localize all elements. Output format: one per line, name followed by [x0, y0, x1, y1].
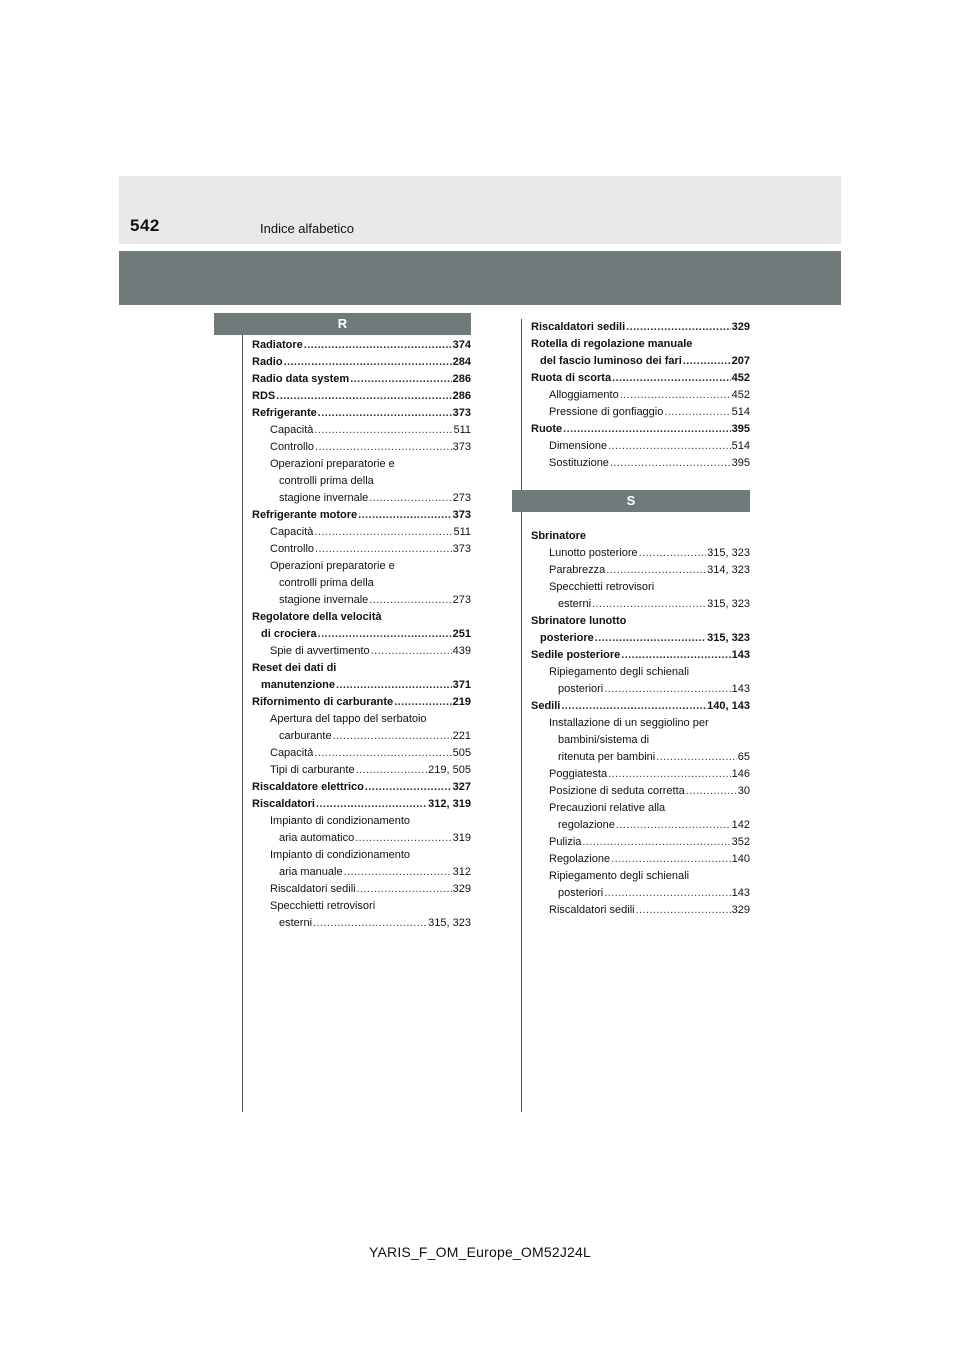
entry-page-ref: 143	[731, 649, 750, 661]
entry-label: posteriori	[558, 887, 604, 899]
index-entry	[252, 728, 471, 745]
entry-label: Dimensione	[549, 440, 608, 452]
dot-leader	[316, 796, 427, 813]
entry-label: Regolazione	[549, 853, 611, 865]
dot-leader	[304, 337, 452, 354]
entry-page-ref: 319	[452, 832, 471, 844]
index-entry	[252, 422, 471, 439]
index-entry	[252, 745, 471, 762]
entry-label: posteriori	[558, 683, 604, 695]
entry-page-ref: 505	[452, 747, 471, 759]
entry-label: esterni	[558, 598, 592, 610]
entry-label: Poggiatesta	[549, 768, 608, 780]
entry-page-ref: 329	[452, 883, 471, 895]
entry-label: Riscaldatori	[252, 798, 315, 810]
entry-label: stagione invernale	[279, 492, 369, 504]
dot-leader	[604, 885, 730, 902]
entry-label: regolazione	[558, 819, 615, 831]
dot-leader	[656, 749, 737, 766]
entry-label: Alloggiamento	[549, 389, 619, 401]
entry-label: esterni	[279, 917, 313, 929]
index-entry: Installazione di un seggiolino per	[549, 717, 709, 729]
dot-leader	[314, 524, 452, 541]
dot-leader	[686, 783, 737, 800]
dot-leader	[604, 681, 730, 698]
dot-leader	[606, 562, 706, 579]
entry-page-ref: 314, 323	[707, 564, 750, 576]
entry-page-ref: 395	[731, 457, 750, 469]
index-entry	[531, 749, 750, 766]
dot-leader	[626, 319, 730, 336]
index-entry	[531, 319, 750, 336]
entry-label: Radio data system	[252, 373, 350, 385]
entry-page-ref: 329	[731, 904, 750, 916]
dot-leader	[357, 881, 452, 898]
entry-label: posteriore	[540, 632, 594, 644]
index-column-left	[252, 337, 471, 932]
entry-page-ref: 373	[452, 509, 471, 521]
entry-label: Refrigerante motore	[252, 509, 358, 521]
entry-label: Riscaldatori sedili	[270, 883, 356, 895]
entry-page-ref: 327	[452, 781, 471, 793]
index-entry: Ripiegamento degli schienali	[549, 666, 690, 678]
entry-page-ref: 273	[452, 594, 471, 606]
index-entry: Ripiegamento degli schienali	[549, 870, 690, 882]
entry-page-ref: 329	[731, 321, 750, 333]
dot-leader	[595, 630, 706, 647]
index-entry	[252, 354, 471, 371]
entry-label: Sedile posteriore	[531, 649, 621, 661]
index-entry: Apertura del tappo del serbatoio	[270, 713, 427, 725]
index-entry	[252, 915, 471, 932]
index-entry: controlli prima della	[279, 475, 374, 487]
entry-page-ref: 373	[452, 441, 471, 453]
entry-page-ref: 65	[737, 751, 750, 763]
section-header-r: R	[214, 313, 471, 335]
index-entry	[531, 545, 750, 562]
index-entry	[531, 387, 750, 404]
index-entry	[531, 596, 750, 613]
index-entry	[531, 902, 750, 919]
dot-leader	[664, 404, 730, 421]
entry-label: Lunotto posteriore	[549, 547, 638, 559]
index-entry	[252, 405, 471, 422]
entry-label: aria manuale	[279, 866, 343, 878]
entry-page-ref: 373	[452, 407, 471, 419]
page-number: 542	[130, 216, 160, 235]
dot-leader	[314, 745, 451, 762]
index-entry	[252, 439, 471, 456]
index-entry	[531, 681, 750, 698]
entry-label: Capacità	[270, 424, 314, 436]
index-entry	[531, 562, 750, 579]
entry-label: Rifornimento di carburante	[252, 696, 394, 708]
dot-leader	[365, 779, 452, 796]
entry-label: carburante	[279, 730, 332, 742]
index-entry: Impianto di condizionamento	[270, 849, 411, 861]
entry-page-ref: 219	[452, 696, 471, 708]
index-entry: Rotella di regolazione manuale	[531, 338, 693, 350]
entry-label: Pressione di gonfiaggio	[549, 406, 664, 418]
entry-page-ref: 371	[452, 679, 471, 691]
dot-leader	[563, 421, 730, 438]
entry-label: ritenuta per bambini	[558, 751, 656, 763]
index-entry: Impianto di condizionamento	[270, 815, 411, 827]
index-entry	[531, 851, 750, 868]
entry-label: Controllo	[270, 441, 315, 453]
dot-leader	[683, 353, 731, 370]
index-list-s	[531, 528, 750, 919]
entry-label: Riscaldatori sedili	[531, 321, 626, 333]
dot-leader	[314, 422, 452, 439]
header-band	[119, 176, 841, 244]
dot-leader	[333, 728, 452, 745]
dot-leader	[315, 541, 452, 558]
dot-leader	[561, 698, 706, 715]
index-entry	[252, 864, 471, 881]
entry-page-ref: 286	[452, 390, 471, 402]
dot-leader	[639, 545, 707, 562]
index-entry	[531, 630, 750, 647]
page-title: Indice alfabetico	[260, 221, 354, 236]
index-entry	[252, 626, 471, 643]
dot-leader	[336, 677, 452, 694]
dot-leader	[620, 387, 731, 404]
entry-label: manutenzione	[261, 679, 335, 691]
entry-page-ref: 452	[731, 389, 750, 401]
index-entry	[531, 455, 750, 472]
index-entry	[252, 677, 471, 694]
dot-leader	[371, 643, 452, 660]
dot-leader	[350, 371, 451, 388]
entry-label: Radio	[252, 356, 283, 368]
dot-leader	[394, 694, 451, 711]
index-entry	[531, 817, 750, 834]
dot-leader	[315, 439, 452, 456]
entry-label: Capacità	[270, 747, 314, 759]
index-entry	[531, 766, 750, 783]
index-entry	[531, 438, 750, 455]
index-list-r	[531, 319, 750, 472]
entry-page-ref: 273	[452, 492, 471, 504]
index-entry	[252, 830, 471, 847]
entry-page-ref: 315, 323	[707, 547, 750, 559]
entry-page-ref: 251	[452, 628, 471, 640]
entry-label: Ruote	[531, 423, 563, 435]
index-entry	[252, 592, 471, 609]
index-entry: Operazioni preparatorie e	[270, 560, 395, 572]
index-entry: Sbrinatore lunotto	[531, 615, 627, 627]
entry-page-ref: 315, 323	[707, 598, 750, 610]
index-entry	[531, 885, 750, 902]
index-entry: Specchietti retrovisori	[549, 581, 655, 593]
entry-page-ref: 143	[731, 887, 750, 899]
entry-label: di crociera	[261, 628, 317, 640]
index-entry	[252, 507, 471, 524]
index-entry: controlli prima della	[279, 577, 374, 589]
dot-leader	[611, 851, 730, 868]
index-entry	[252, 694, 471, 711]
dot-leader	[358, 507, 452, 524]
entry-label: Capacità	[270, 526, 314, 538]
entry-page-ref: 286	[452, 373, 471, 385]
entry-page-ref: 352	[731, 836, 750, 848]
index-column-right	[531, 319, 750, 919]
entry-label: Ruota di scorta	[531, 372, 612, 384]
entry-label: Riscaldatori sedili	[549, 904, 635, 916]
entry-label: Pulizia	[549, 836, 582, 848]
entry-label: Sedili	[531, 700, 561, 712]
index-entry	[252, 796, 471, 813]
entry-label: Radiatore	[252, 339, 303, 351]
entry-page-ref: 315, 323	[707, 632, 750, 644]
index-entry: bambini/sistema di	[558, 734, 650, 746]
dot-leader	[592, 596, 706, 613]
entry-page-ref: 514	[731, 406, 750, 418]
document-footer: YARIS_F_OM_Europe_OM52J24L	[368, 1244, 592, 1260]
index-entry	[252, 371, 471, 388]
entry-page-ref: 511	[453, 526, 471, 538]
dot-leader	[608, 438, 731, 455]
index-entry	[252, 388, 471, 405]
index-entry: Reset dei dati di	[252, 662, 337, 674]
index-entry	[252, 541, 471, 558]
index-entry	[252, 337, 471, 354]
index-entry	[531, 698, 750, 715]
index-entry	[252, 762, 471, 779]
entry-label: Controllo	[270, 543, 315, 555]
entry-page-ref: 439	[452, 645, 471, 657]
entry-page-ref: 143	[731, 683, 750, 695]
entry-page-ref: 207	[731, 355, 750, 367]
dot-leader	[313, 915, 427, 932]
index-entry	[531, 370, 750, 387]
dot-leader	[612, 370, 731, 387]
index-entry	[531, 421, 750, 438]
entry-page-ref: 221	[452, 730, 471, 742]
dot-leader	[355, 830, 451, 847]
entry-label: Riscaldatore elettrico	[252, 781, 364, 793]
index-entry	[252, 524, 471, 541]
entry-label: stagione invernale	[279, 594, 369, 606]
entry-page-ref: 373	[452, 543, 471, 555]
entry-page-ref: 142	[731, 819, 750, 831]
entry-label: del fascio luminoso dei fari	[540, 355, 682, 367]
index-entry: Regolatore della velocità	[252, 611, 382, 623]
entry-page-ref: 514	[731, 440, 750, 452]
dot-leader	[582, 834, 730, 851]
index-entry: Precauzioni relative alla	[549, 802, 666, 814]
entry-label: Tipi di carburante	[270, 764, 355, 776]
entry-page-ref: 312, 319	[428, 798, 471, 810]
dot-leader	[369, 490, 451, 507]
entry-page-ref: 511	[453, 424, 471, 436]
entry-label: Posizione di seduta corretta	[549, 785, 685, 797]
dot-leader	[608, 766, 731, 783]
index-entry	[531, 647, 750, 664]
entry-label: aria automatico	[279, 832, 355, 844]
index-entry	[531, 834, 750, 851]
dot-leader	[636, 902, 731, 919]
index-entry	[252, 643, 471, 660]
index-entry: Operazioni preparatorie e	[270, 458, 395, 470]
dot-leader	[318, 626, 452, 643]
entry-page-ref: 312	[452, 866, 471, 878]
right-column-rule	[521, 319, 522, 1112]
index-entry	[531, 353, 750, 370]
entry-label: Sostituzione	[549, 457, 609, 469]
index-entry	[252, 779, 471, 796]
entry-page-ref: 315, 323	[428, 917, 471, 929]
dot-leader	[318, 405, 452, 422]
entry-page-ref: 146	[731, 768, 750, 780]
dot-leader	[616, 817, 731, 834]
entry-page-ref: 374	[452, 339, 471, 351]
section-header-s: S	[512, 490, 750, 512]
header-dark-band	[119, 251, 841, 305]
entry-label: Spie di avvertimento	[270, 645, 370, 657]
dot-leader	[276, 388, 451, 405]
entry-page-ref: 284	[452, 356, 471, 368]
entry-page-ref: 219, 505	[428, 764, 471, 776]
index-entry: Specchietti retrovisori	[270, 900, 376, 912]
index-entry	[252, 881, 471, 898]
entry-label: Parabrezza	[549, 564, 606, 576]
index-entry	[531, 404, 750, 421]
dot-leader	[284, 354, 452, 371]
dot-leader	[610, 455, 731, 472]
left-column-rule	[242, 335, 243, 1112]
dot-leader	[369, 592, 451, 609]
dot-leader	[621, 647, 730, 664]
entry-label: RDS	[252, 390, 276, 402]
entry-page-ref: 140	[731, 853, 750, 865]
index-entry	[252, 490, 471, 507]
entry-page-ref: 452	[731, 372, 750, 384]
index-entry: Sbrinatore	[531, 530, 587, 542]
dot-leader	[356, 762, 428, 779]
entry-page-ref: 140, 143	[707, 700, 750, 712]
entry-page-ref: 30	[737, 785, 750, 797]
dot-leader	[344, 864, 452, 881]
entry-page-ref: 395	[731, 423, 750, 435]
entry-label: Refrigerante	[252, 407, 317, 419]
index-entry	[531, 783, 750, 800]
